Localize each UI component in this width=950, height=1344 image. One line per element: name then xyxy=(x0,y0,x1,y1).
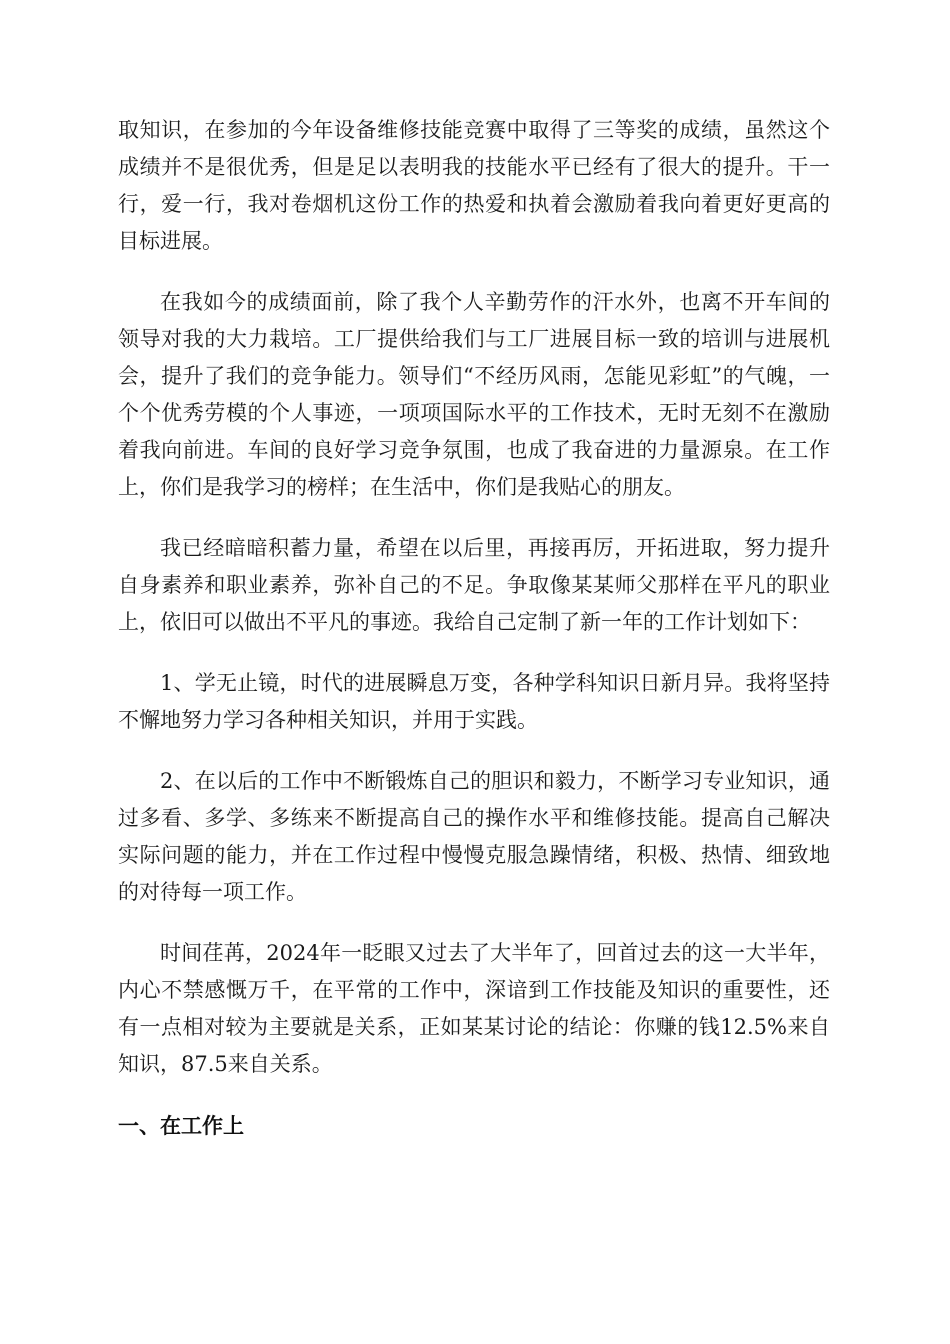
document-body xyxy=(118,112,830,1145)
paragraph-reflection: 时间荏苒，2024年一眨眼又过去了大半年了，回首过去的这一大半年，内心不禁感慨万千，在平常的工作中，深谙到工作技能及知识的重要性，还有一点相对较为主要就是关系，正如某某讨论的结论：你赚的钱12.5%来自知识，87.5来自关系。 xyxy=(118,941,830,1076)
paragraph-continuation: 取知识，在参加的今年设备维修技能竞赛中取得了三等奖的成绩，虽然这个成绩并不是很优秀，但是足以表明我的技能水平已经有了很大的提升。干一行，爱一行，我对卷烟机这份工作的热爱和执着会激励着我向着更好更高的目标进展。 xyxy=(118,118,830,253)
list-item-plan-1: 1、学无止镜，时代的进展瞬息万变，各种学科知识日新月异。我将坚持不懈地努力学习各种相关知识，并用于实践。 xyxy=(118,671,830,732)
list-item-plan-2: 2、在以后的工作中不断锻炼自己的胆识和毅力，不断学习专业知识，通过多看、多学、多练来不断提高自己的操作水平和维修技能。提高自己解决实际问题的能力，并在工作过程中慢慢克服急躁情绪，积极、热情、细致地的对待每一项工作。 xyxy=(118,769,830,904)
paragraph-achievements: 在我如今的成绩面前，除了我个人辛勤劳作的汗水外，也离不开车间的领导对我的大力栽培。工厂提供给我们与工厂进展目标一致的培训与进展机会，提升了我们的竞争能力。领导们“不经历风雨，怎能见彩虹”的气魄，一个个优秀劳模的个人事迹，一项项国际水平的工作技术，无时无刻不在激励着我向前进。车间的良好学习竞争氛围，也成了我奋进的力量源泉。在工作上，你们是我学习的榜样；在生活中，你们是我贴心的朋友。 xyxy=(118,290,830,499)
paragraph-plan-intro: 我已经暗暗积蓄力量，希望在以后里，再接再厉，开拓进取，努力提升自身素养和职业素养，弥补自己的不足。争取像某某师父那样在平凡的职业上，依旧可以做出不平凡的事迹。我给自己定制了新一年的工作计划如下： xyxy=(118,536,830,634)
section-heading: 一、在工作上 xyxy=(118,1114,244,1138)
